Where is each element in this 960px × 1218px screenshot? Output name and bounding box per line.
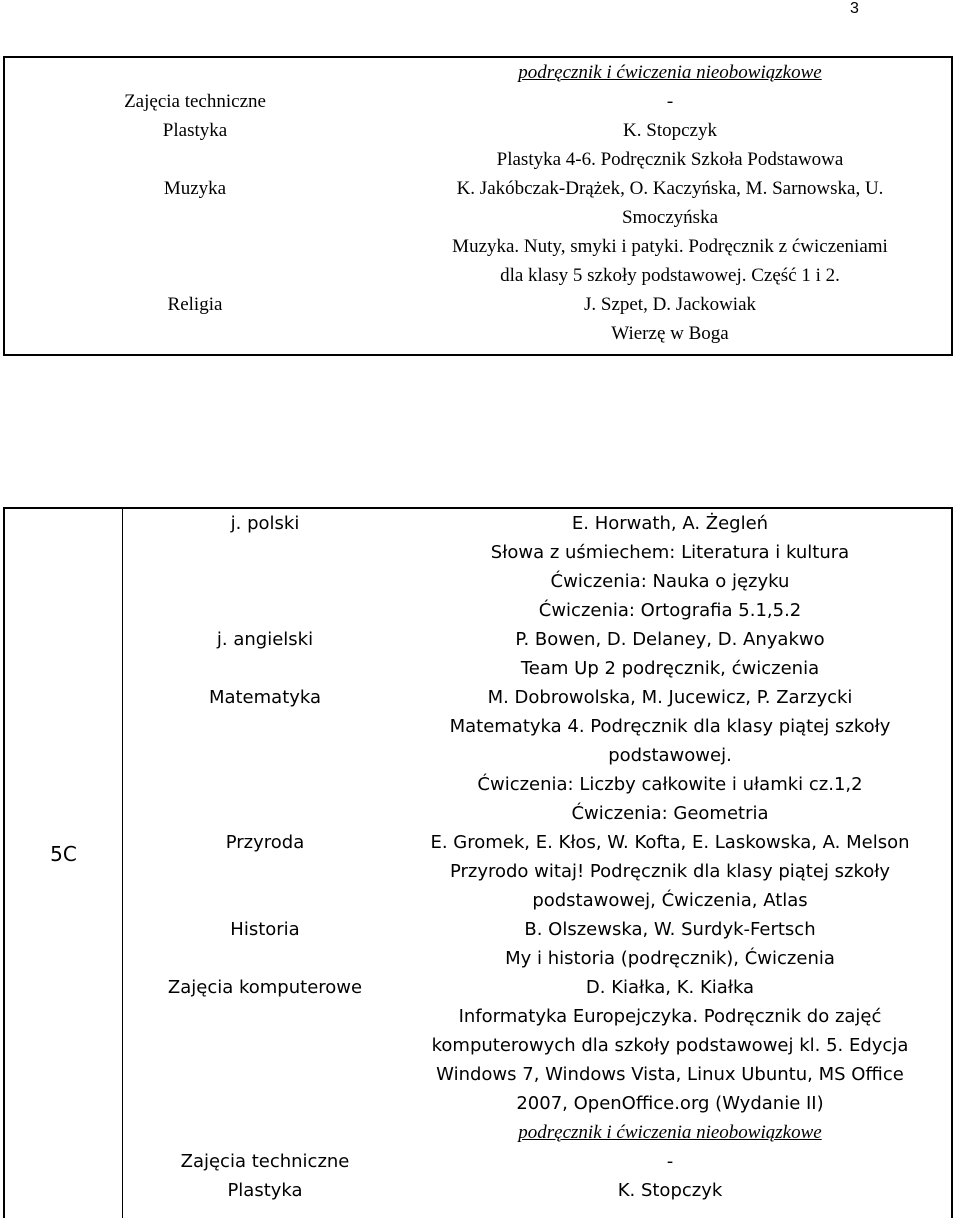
textbook-line: Ćwiczenia: Geometria <box>571 803 769 824</box>
textbook-line: K. Stopczyk <box>617 1180 723 1201</box>
textbook-line: Ćwiczenia: Liczby całkowite i ułamki cz.1,2 <box>477 774 863 795</box>
class-label: 5C <box>50 842 77 866</box>
table-row <box>5 87 951 116</box>
textbook-line: podstawowej. <box>608 745 732 766</box>
textbook-line: Ćwiczenia: Ortografia 5.1,5.2 <box>538 600 802 621</box>
textbook-cell <box>385 625 955 683</box>
textbook-line: M. Dobrowolska, M. Jucewicz, P. Zarzycki <box>487 687 853 708</box>
textbook-line: Ćwiczenia: Nauka o języku <box>550 571 790 592</box>
textbook-cell <box>385 973 955 1147</box>
subject-cell: j. angielski <box>216 629 314 650</box>
table-row <box>5 509 951 625</box>
subject-cell: Plastyka <box>227 1180 303 1201</box>
textbook-line: Windows 7, Windows Vista, Linux Ubuntu, MS Office <box>436 1064 904 1085</box>
textbook-cell <box>385 87 955 116</box>
textbook-line: Przyrodo witaj! Podręcznik dla klasy piątej szkoły <box>449 861 891 882</box>
subject-cell: j. polski <box>230 513 300 534</box>
textbook-line: podstawowej, Ćwiczenia, Atlas <box>532 890 808 911</box>
textbook-cell <box>385 174 955 290</box>
table-row <box>5 1147 951 1176</box>
textbook-line: Wierzę w Boga <box>611 323 729 344</box>
textbook-line: - <box>666 1151 674 1172</box>
optional-note: podręcznik i ćwiczenia nieobowiązkowe <box>518 1122 822 1143</box>
textbook-line: 2007, OpenOffice.org (Wydanie II) <box>516 1093 824 1114</box>
table-row <box>5 683 951 828</box>
textbook-line: Plastyka 4-6. Podręcznik Szkoła Podstawowa <box>496 149 844 170</box>
textbook-line: Informatyka Europejczyka. Podręcznik do zajęć <box>458 1006 882 1027</box>
textbook-line: Team Up 2 podręcznik, ćwiczenia <box>520 658 820 679</box>
subject-cell: Zajęcia techniczne <box>124 91 266 112</box>
textbook-line: P. Bowen, D. Delaney, D. Anyakwo <box>515 629 825 650</box>
subject-cell: Matematyka <box>208 687 322 708</box>
table-row <box>5 174 951 290</box>
textbook-line: E. Horwath, A. Żegleń <box>571 513 769 534</box>
subject-cell: Zajęcia komputerowe <box>167 977 363 998</box>
optional-note: podręcznik i ćwiczenia nieobowiązkowe <box>518 62 822 83</box>
table-row <box>5 290 951 348</box>
textbook-line: J. Szpet, D. Jackowiak <box>583 294 757 315</box>
table-row <box>5 1176 951 1205</box>
textbook-cell <box>385 915 955 973</box>
subject-cell: Historia <box>230 919 300 940</box>
table-row <box>5 828 951 915</box>
table-row <box>5 625 951 683</box>
textbook-cell <box>385 1147 955 1176</box>
textbook-line: My i historia (podręcznik), Ćwiczenia <box>505 948 835 969</box>
subject-cell: Zajęcia techniczne <box>180 1151 350 1172</box>
textbook-cell <box>385 683 955 828</box>
textbook-table-5c <box>3 507 953 1218</box>
textbook-line: dla klasy 5 szkoły podstawowej. Część 1 i 2. <box>500 265 840 286</box>
subject-cell: Plastyka <box>162 120 228 141</box>
textbook-line: K. Stopczyk <box>623 120 717 141</box>
textbook-line: Matematyka 4. Podręcznik dla klasy piątej szkoły <box>449 716 891 737</box>
textbook-line: D. Kiałka, K. Kiałka <box>585 977 755 998</box>
textbook-line: Słowa z uśmiechem: Literatura i kultura <box>490 542 850 563</box>
subject-cell: Muzyka <box>163 178 227 199</box>
textbook-line: komputerowych dla szkoły podstawowej kl. 5. Edycja <box>431 1035 909 1056</box>
textbook-cell <box>385 509 955 625</box>
textbook-line: K. Jakóbczak-Drążek, O. Kaczyńska, M. Sarnowska, U. <box>456 178 884 199</box>
textbook-line: Muzyka. Nuty, smyki i patyki. Podręcznik z ćwiczeniami <box>452 236 888 257</box>
textbook-cell <box>385 116 955 174</box>
table-row <box>5 116 951 174</box>
textbook-table-continued <box>3 56 953 356</box>
textbook-line: B. Olszewska, W. Surdyk-Fertsch <box>524 919 816 940</box>
subject-cell: Religia <box>167 294 223 315</box>
subject-cell: Przyroda <box>225 832 305 853</box>
table-row <box>5 915 951 973</box>
table-row <box>5 973 951 1147</box>
page-number: 3 <box>850 0 859 17</box>
table-row <box>5 58 951 87</box>
textbook-line: E. Gromek, E. Kłos, W. Kofta, E. Laskowska, A. Melson <box>430 832 910 853</box>
textbook-line: - <box>666 91 674 112</box>
textbook-cell <box>385 58 955 87</box>
textbook-cell <box>385 1176 955 1205</box>
textbook-cell <box>385 290 955 348</box>
textbook-line: Smoczyńska <box>621 207 719 228</box>
textbook-cell <box>385 828 955 915</box>
